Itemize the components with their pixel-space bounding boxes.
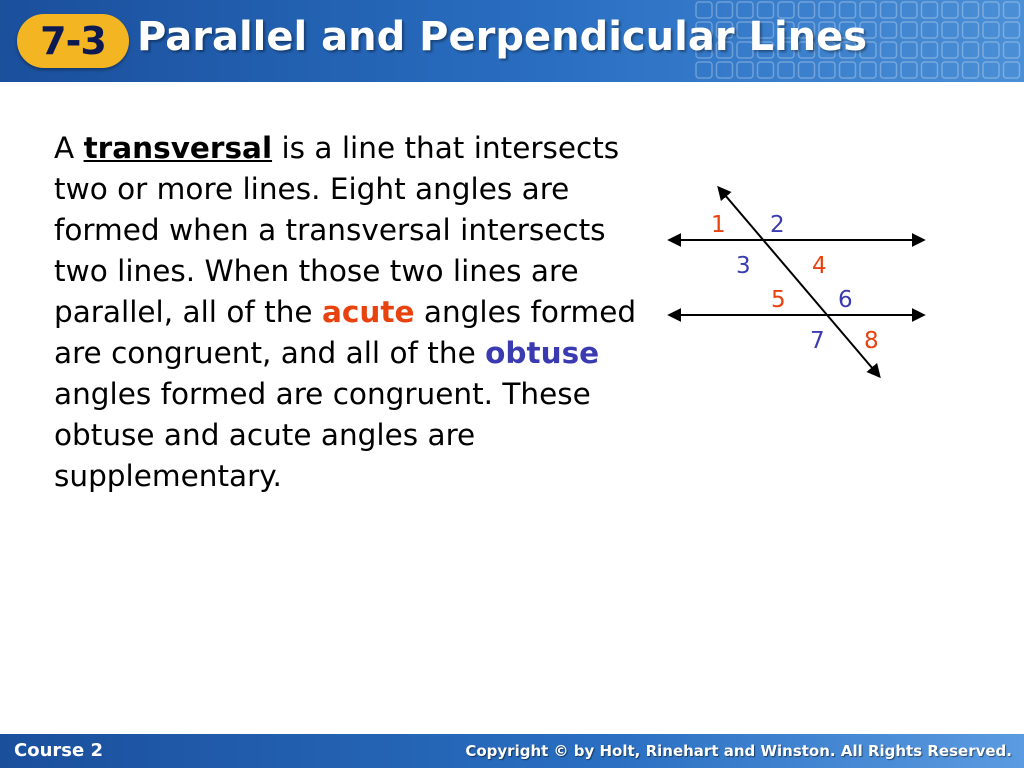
term-obtuse: obtuse (485, 336, 600, 370)
angle-label-6: 6 (838, 287, 853, 313)
transversal-diagram (655, 180, 945, 400)
angle-label-7: 7 (810, 328, 825, 354)
text-segment: is a line that intersects two or more lines. Eight angles are formed when a transversal intersects two lines. When those two lines are parallel, all of the (54, 131, 620, 329)
term-acute: acute (321, 295, 415, 329)
angle-label-5: 5 (771, 287, 786, 313)
angle-label-8: 8 (864, 328, 879, 354)
text-segment: A (54, 131, 75, 165)
angle-label-3: 3 (736, 253, 751, 279)
text-segment: angles formed are congruent, and all of the (54, 295, 637, 370)
definition-paragraph (54, 128, 664, 497)
lesson-badge (17, 14, 129, 68)
transversal-line (719, 188, 879, 376)
term-transversal: transversal (83, 131, 273, 165)
angle-label-2: 2 (770, 212, 785, 238)
text-segment: angles formed are congruent. These obtuse and acute angles are supplementary. (54, 377, 591, 493)
footer-bar (0, 734, 1024, 768)
slide-title: Parallel and Perpendicular Lines (137, 14, 868, 60)
angle-label-4: 4 (812, 253, 827, 279)
lesson-number: 7-3 (40, 19, 106, 63)
copyright-notice: Copyright © by Holt, Rinehart and Winston. All Rights Reserved. (465, 742, 1012, 760)
angle-label-1: 1 (711, 212, 726, 238)
header-bar (0, 0, 1024, 82)
course-label: Course 2 (14, 740, 103, 761)
